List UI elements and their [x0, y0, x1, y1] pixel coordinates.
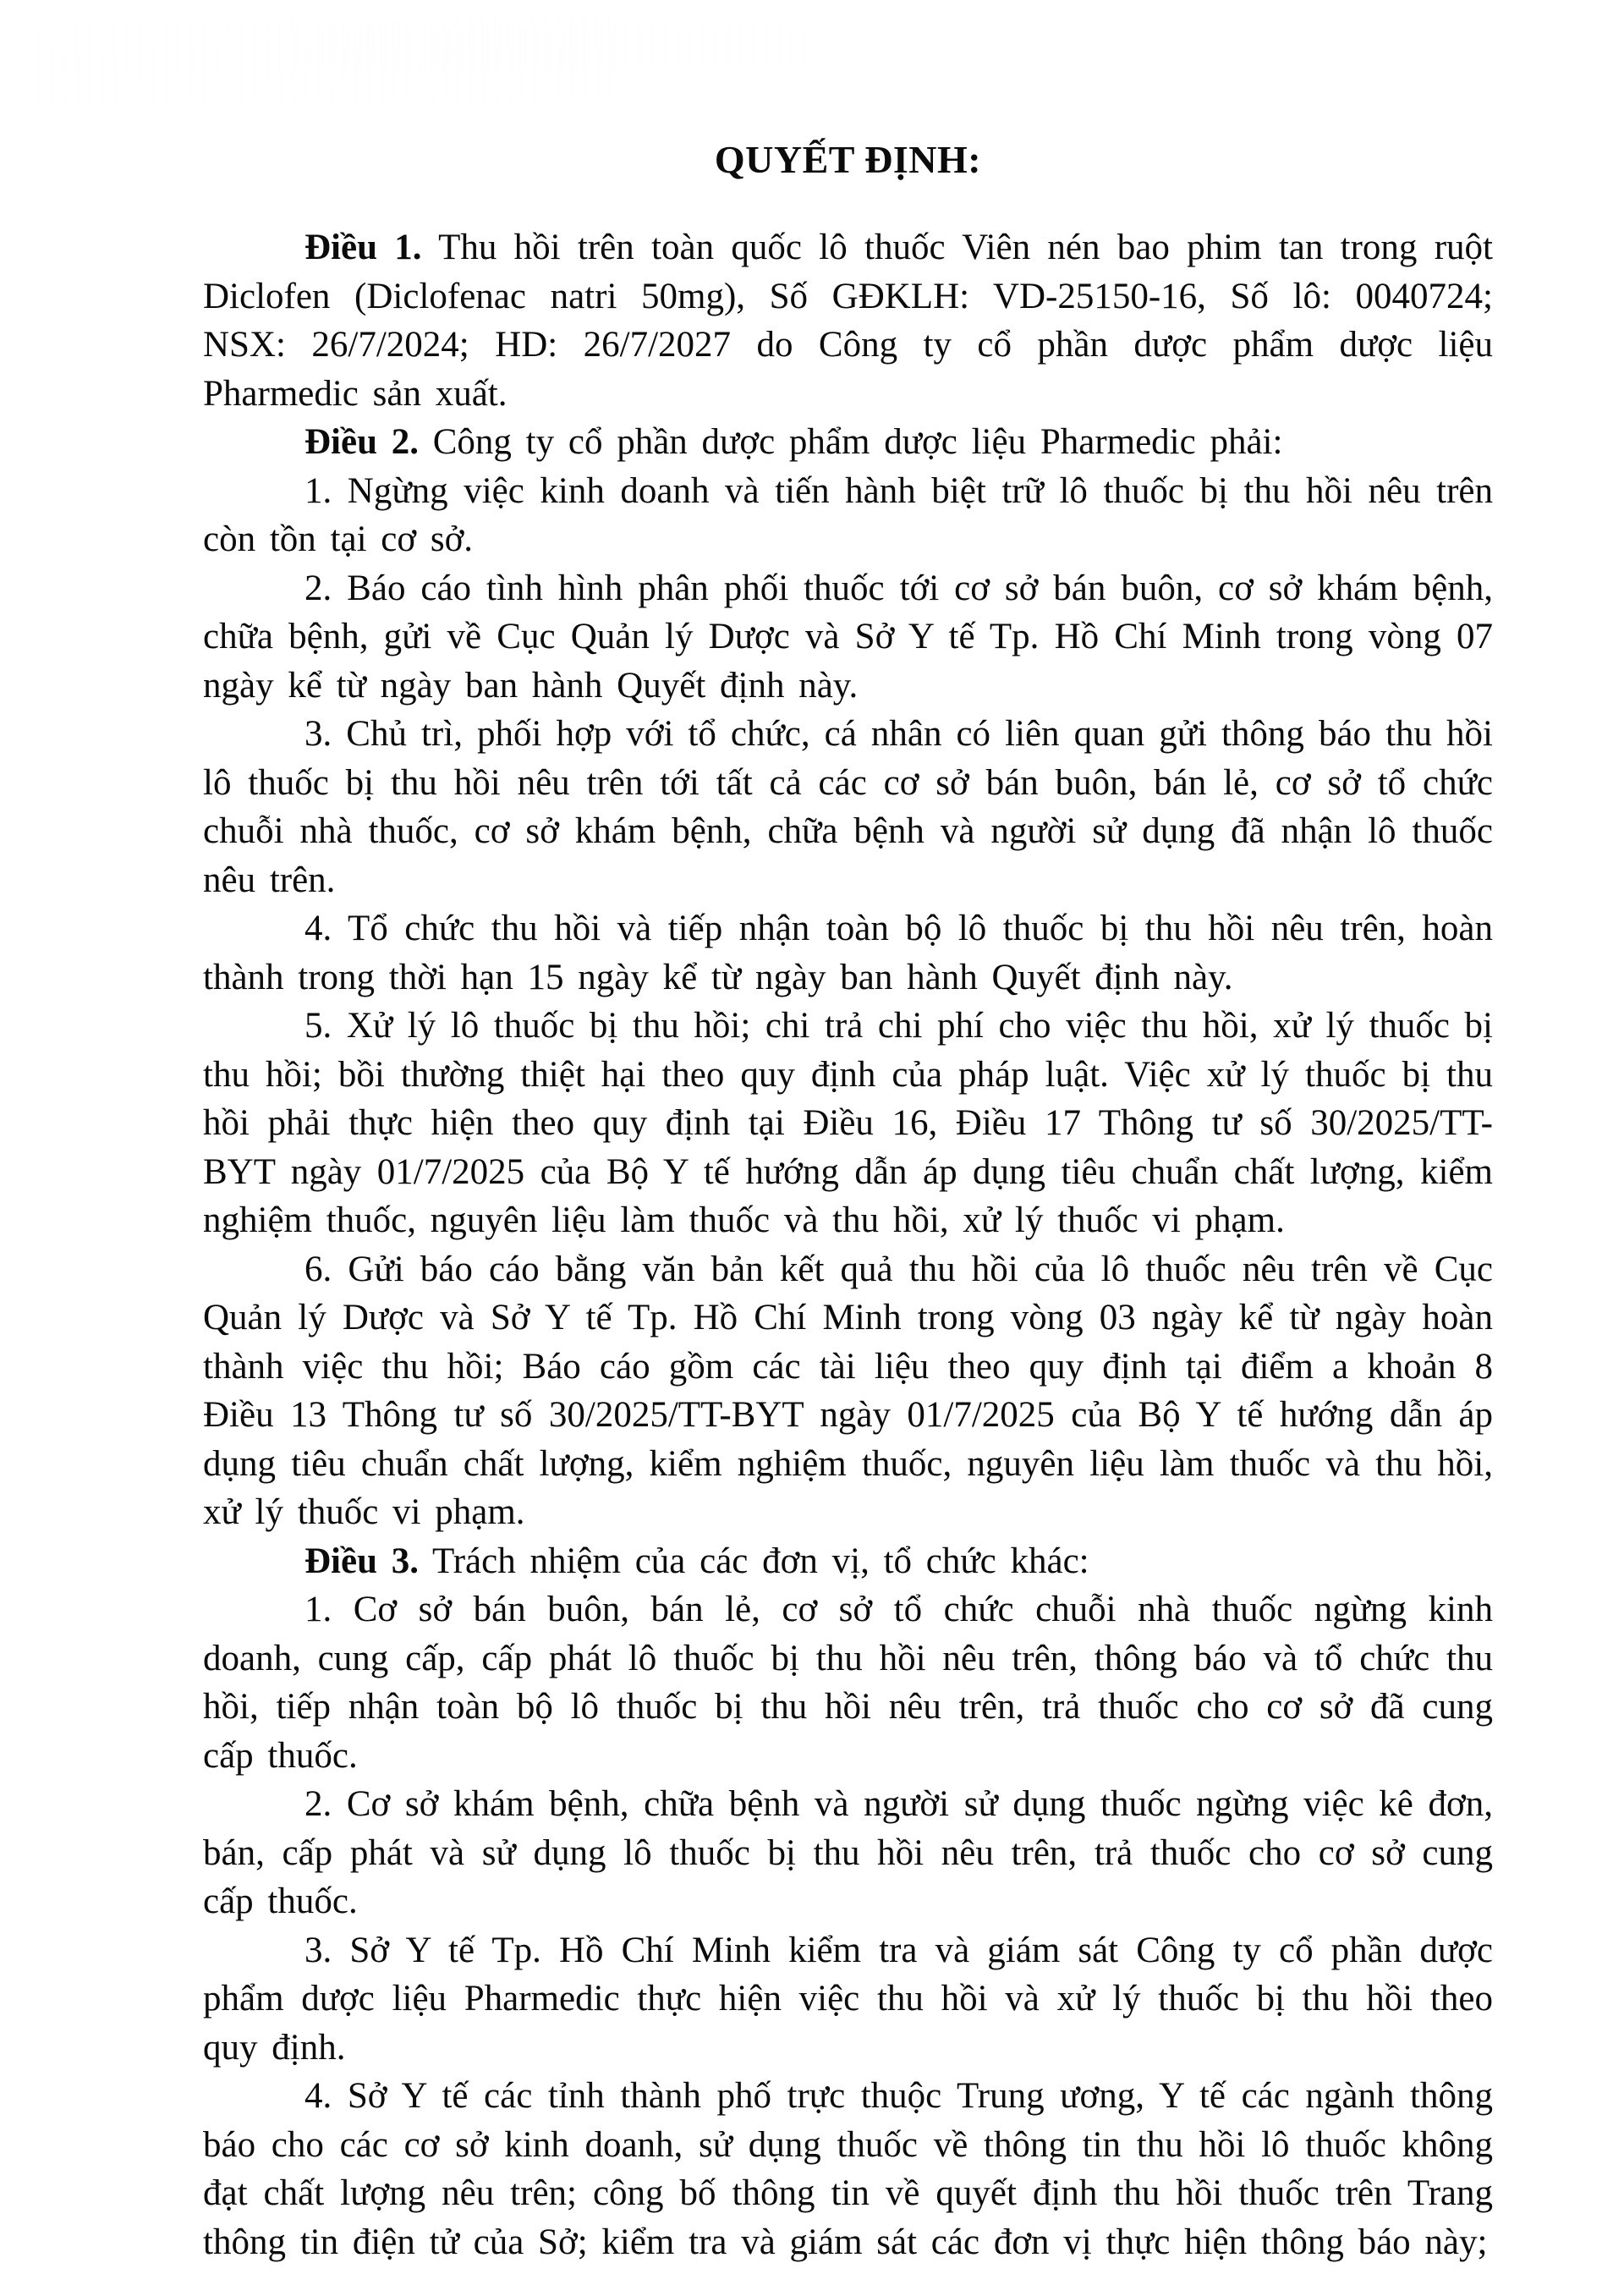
document-body: [203, 135, 1493, 2266]
paragraph-d2-item-5: [203, 1002, 1493, 1245]
paragraph-d3-item-4: [203, 2072, 1493, 2266]
scan-artifact: [1091, 19, 1446, 99]
paragraph-text: Trách nhiệm của các đơn vị, tổ chức khác:: [431, 1541, 1089, 1581]
paragraph-text: Công ty cổ phần dược phẩm dược liệu Pharmedic phải:: [432, 422, 1283, 462]
paragraph-dieu-3: [203, 1537, 1493, 1586]
paragraph-text: 4. Tổ chức thu hồi và tiếp nhận toàn bộ lô thuốc bị thu hồi nêu trên, hoàn thành trong thời hạn 15 ngày kể từ ngày ban hành Quyết định này.: [203, 909, 1493, 997]
scan-artifact: [37, 10, 614, 113]
paragraph-text: 3. Sở Y tế Tp. Hồ Chí Minh kiểm tra và giám sát Công ty cổ phần dược phẩm dược liệu Pharmedic thực hiện việc thu hồi và xử lý thuốc bị thu hồi theo quy định.: [203, 1930, 1493, 2068]
paragraph-text: Thu hồi trên toàn quốc lô thuốc Viên nén bao phim tan trong ruột Diclofen (Diclofenac natri 50mg), Số GĐKLH: VD-25150-16, Số lô: 0040724; NSX: 26/7/2024; HD: 26/7/2027 do Công ty cổ phần dược phẩm dược liệu Pharmedic sản xuất.: [203, 228, 1493, 414]
paragraph-d2-item-3: [203, 710, 1493, 904]
paragraph-text: 4. Sở Y tế các tỉnh thành phố trực thuộc Trung ương, Y tế các ngành thông báo cho các cơ sở kinh doanh, sử dụng thuốc về thông tin thu hồi lô thuốc không đạt chất lượng nêu trên; công bố thông tin về quyết định thu hồi thuốc trên Trang thông tin điện tử của Sở; kiểm tra và giám sát các đơn vị thực hiện thông báo này;: [203, 2076, 1493, 2262]
paragraph-d2-item-2: [203, 564, 1493, 711]
paragraph-text: 3. Chủ trì, phối hợp với tổ chức, cá nhân có liên quan gửi thông báo thu hồi lô thuốc bị thu hồi nêu trên tới tất cả các cơ sở bán buôn, bán lẻ, cơ sở tổ chức chuỗi nhà thuốc, cơ sở khám bệnh, chữa bệnh và người sử dụng đã nhận lô thuốc nêu trên.: [203, 714, 1493, 900]
paragraph-text: 2. Báo cáo tình hình phân phối thuốc tới cơ sở bán buôn, cơ sở khám bệnh, chữa bệnh, gửi về Cục Quản lý Dược và Sở Y tế Tp. Hồ Chí Minh trong vòng 07 ngày kể từ ngày ban hành Quyết định này.: [203, 568, 1493, 706]
paragraph-text: 1. Cơ sở bán buôn, bán lẻ, cơ sở tổ chức chuỗi nhà thuốc ngừng kinh doanh, cung cấp, cấp phát lô thuốc bị thu hồi nêu trên, thông báo và tổ chức thu hồi, tiếp nhận toàn bộ lô thuốc bị thu hồi nêu trên, trả thuốc cho cơ sở đã cung cấp thuốc.: [203, 1590, 1493, 1776]
paragraph-d3-item-1: [203, 1585, 1493, 1780]
paragraph-d2-item-6: [203, 1245, 1493, 1537]
paragraph-text: 6. Gửi báo cáo bằng văn bản kết quả thu hồi của lô thuốc nêu trên về Cục Quản lý Dược và Sở Y tế Tp. Hồ Chí Minh trong vòng 03 ngày kể từ ngày hoàn thành việc thu hồi; Báo cáo gồm các tài liệu theo quy định tại điểm a khoản 8 Điều 13 Thông tư số 30/2025/TT-BYT ngày 01/7/2025 của Bộ Y tế hướng dẫn áp dụng tiêu chuẩn chất lượng, kiểm nghiệm thuốc, nguyên liệu làm thuốc và thu hồi, xử lý thuốc vi phạm.: [203, 1249, 1493, 1532]
paragraph-d2-item-1: [203, 467, 1493, 564]
paragraph-d3-item-2: [203, 1780, 1493, 1926]
article-label: Điều 3.: [304, 1541, 419, 1581]
paragraph-text: 1. Ngừng việc kinh doanh và tiến hành biệt trữ lô thuốc bị thu hồi nêu trên còn tồn tại cơ sở.: [203, 470, 1493, 559]
paragraph-text: 5. Xử lý lô thuốc bị thu hồi; chi trả chi phí cho việc thu hồi, xử lý thuốc bị thu hồi; bồi thường thiệt hại theo quy định của pháp luật. Việc xử lý thuốc bị thu hồi phải thực hiện theo quy định tại Điều 16, Điều 17 Thông tư số 30/2025/TT-BYT ngày 01/7/2025 của Bộ Y tế hướng dẫn áp dụng tiêu chuẩn chất lượng, kiểm nghiệm thuốc, nguyên liệu làm thuốc và thu hồi, xử lý thuốc vi phạm.: [203, 1006, 1493, 1240]
article-label: Điều 2.: [304, 422, 419, 462]
paragraph-dieu-2: [203, 418, 1493, 467]
article-label: Điều 1.: [304, 228, 422, 267]
scan-artifact: [283, 21, 808, 72]
paragraph-text: 2. Cơ sở khám bệnh, chữa bệnh và người sử dụng thuốc ngừng việc kê đơn, bán, cấp phát và sử dụng lô thuốc bị thu hồi nêu trên, trả thuốc cho cơ sở cung cấp thuốc.: [203, 1784, 1493, 1921]
paragraph-d2-item-4: [203, 904, 1493, 1002]
document-title: QUYẾT ĐỊNH:: [714, 138, 982, 181]
paragraph-dieu-1: [203, 223, 1493, 418]
paragraph-d3-item-3: [203, 1926, 1493, 2073]
